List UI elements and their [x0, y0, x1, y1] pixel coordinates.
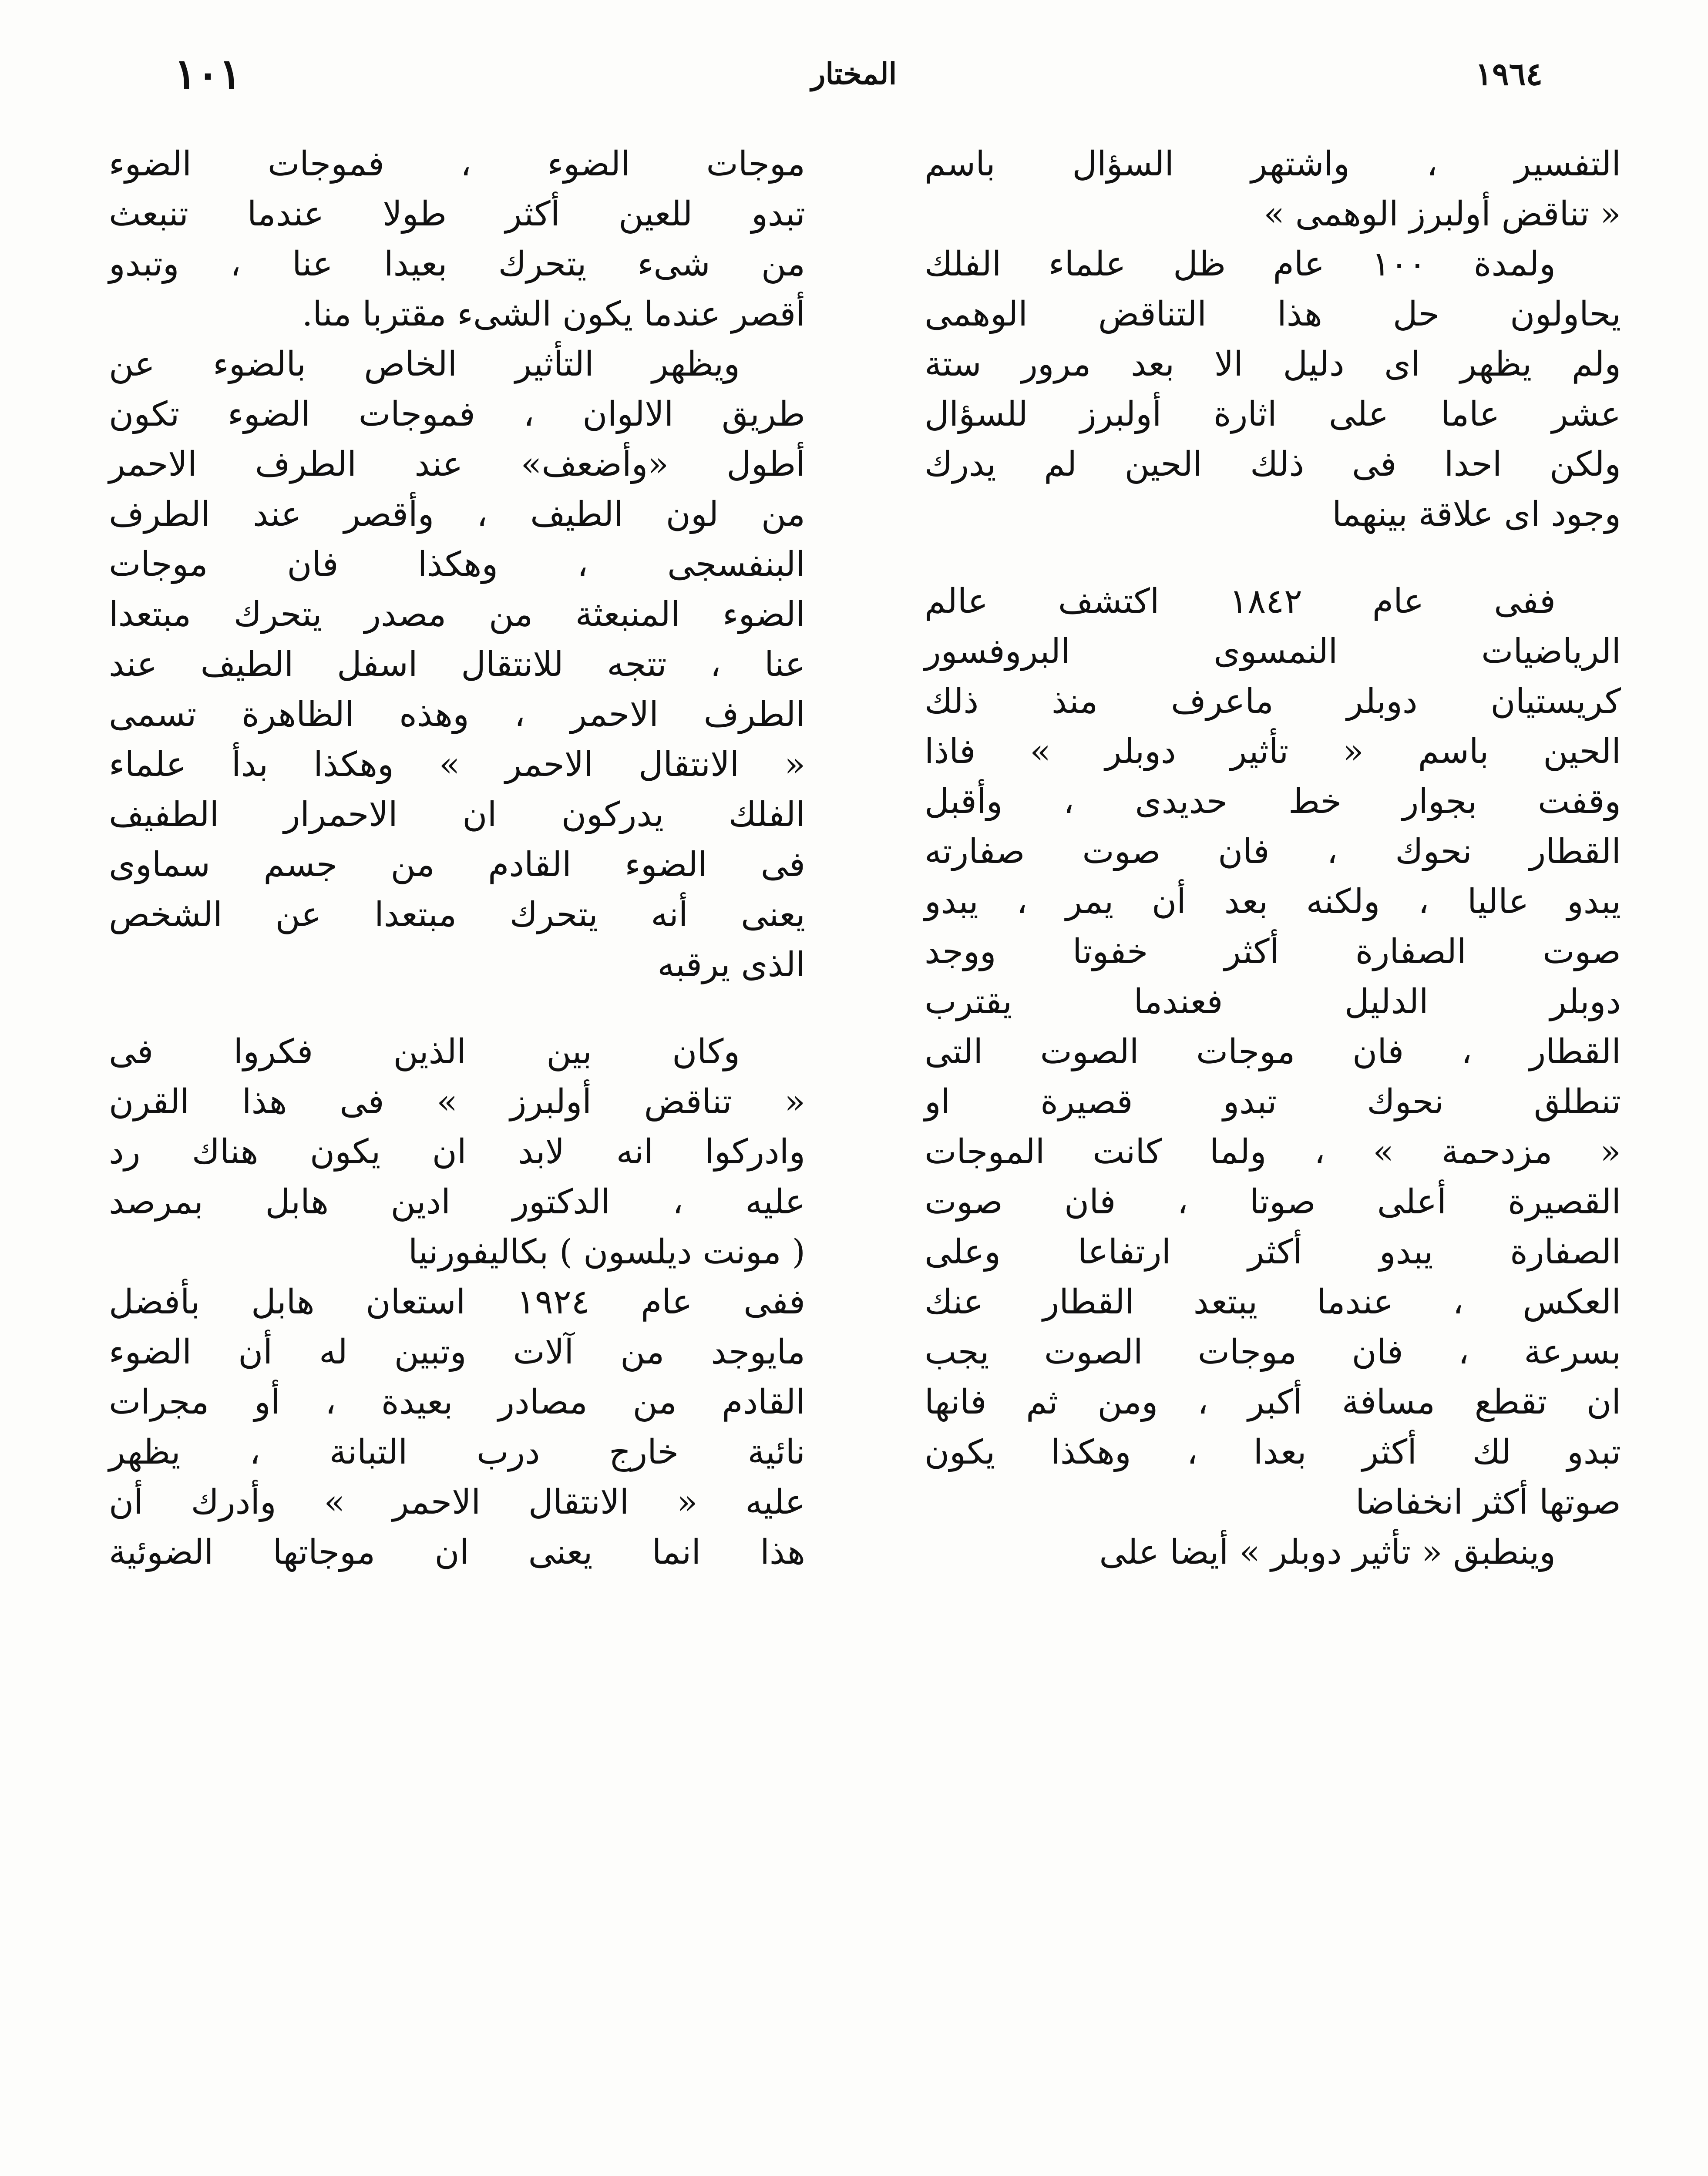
text-line: عليه ، الدكتور ادين هابل بمرصد	[109, 1182, 805, 1222]
text-line: القطار نحوك ، فان صوت صفارته	[925, 832, 1621, 871]
text-line: يحاولون حل هذا التناقض الوهمى	[925, 295, 1621, 334]
text-line: كريستيان دوبلر ماعرف منذ ذلك	[925, 682, 1621, 721]
text-line: ففى عام ١٨٤٢ اكتشف عالم	[925, 582, 1556, 621]
page-number: ١٠١	[174, 49, 242, 98]
text-line: بسرعة ، فان موجات الصوت يجب	[925, 1333, 1621, 1372]
text-line: هذا انما يعنى ان موجاتها الضوئية	[109, 1533, 805, 1572]
text-line: دوبلر الدليل فعندما يقترب	[925, 982, 1621, 1021]
text-line: ففى عام ١٩٢٤ استعان هابل بأفضل	[109, 1283, 805, 1322]
paragraph-gap	[109, 990, 805, 1027]
right-column	[925, 139, 1621, 1578]
text-line: القطار ، فان موجات الصوت التى	[925, 1032, 1621, 1071]
text-line: القادم من مصادر بعيدة ، أو مجرات	[109, 1383, 805, 1422]
text-line: فى الضوء القادم من جسم سماوى	[109, 845, 805, 884]
text-line: عنا ، تتجه للانتقال اسفل الطيف عند	[109, 645, 805, 684]
text-line: أقصر عندما يكون الشىء مقتربا منا.	[302, 295, 805, 334]
text-line: يبدو عاليا ، ولكنه بعد أن يمر ، يبدو	[925, 882, 1621, 921]
issue-year: ١٩٦٤	[1475, 55, 1543, 92]
text-line: صوتها أكثر انخفاضا	[1355, 1483, 1621, 1522]
text-line: ولمدة ١٠٠ عام ظل علماء الفلك	[925, 245, 1556, 284]
text-line: « تناقض أولبرز » فى هذا القرن	[109, 1082, 805, 1122]
text-line: أطول «وأضعف» عند الطرف الاحمر	[109, 445, 805, 484]
text-line: عشر عاما على اثارة أولبرز للسؤال	[925, 395, 1621, 434]
text-line: تبدو لك أكثر بعدا ، وهكذا يكون	[925, 1433, 1621, 1472]
text-line: طريق الالوان ، فموجات الضوء تكون	[109, 395, 805, 434]
text-line: ان تقطع مسافة أكبر ، ومن ثم فانها	[925, 1383, 1621, 1422]
text-line: « الانتقال الاحمر » وهكذا بدأ علماء	[109, 745, 805, 784]
text-line: « تناقض أولبرز الوهمى »	[1264, 195, 1621, 234]
text-line: البنفسجى ، وهكذا فان موجات	[109, 545, 805, 584]
text-line: الحين باسم « تأثير دوبلر » فاذا	[925, 732, 1621, 771]
text-line: العكس ، عندما يبتعد القطار عنك	[925, 1283, 1621, 1322]
running-title: المختار	[811, 57, 897, 91]
text-line: تبدو للعين أكثر طولا عندما تنبعث	[109, 195, 805, 234]
text-line: القصيرة أعلى صوتا ، فان صوت	[925, 1182, 1621, 1222]
text-line: وادركوا انه لابد ان يكون هناك رد	[109, 1132, 805, 1172]
text-line: الضوء المنبعثة من مصدر يتحرك مبتعدا	[109, 595, 805, 634]
text-line: تنطلق نحوك تبدو قصيرة او	[925, 1082, 1621, 1122]
text-line: الفلك يدركون ان الاحمرار الطفيف	[109, 795, 805, 834]
text-line: ولم يظهر اى دليل الا بعد مرور ستة	[925, 345, 1621, 384]
left-column	[109, 139, 805, 1578]
text-line: موجات الضوء ، فموجات الضوء	[109, 144, 805, 184]
text-line: ( مونت ديلسون ) بكاليفورنيا	[408, 1232, 805, 1272]
text-line: من شىء يتحرك بعيدا عنا ، وتبدو	[109, 245, 805, 284]
text-line: الذى يرقبه	[657, 945, 805, 984]
text-line: وقفت بجوار خط حديدى ، وأقبل	[925, 782, 1621, 821]
text-line: وجود اى علاقة بينهما	[1332, 495, 1621, 534]
text-line: ويظهر التأثير الخاص بالضوء عن	[109, 345, 740, 384]
text-line: صوت الصفارة أكثر خفوتا ووجد	[925, 932, 1621, 971]
text-line: الطرف الاحمر ، وهذه الظاهرة تسمى	[109, 695, 805, 734]
paragraph-gap	[925, 540, 1621, 577]
text-line: الصفارة يبدو أكثر ارتفاعا وعلى	[925, 1232, 1621, 1272]
text-line: ولكن احدا فى ذلك الحين لم يدرك	[925, 445, 1621, 484]
text-line: الرياضيات النمسوى البروفسور	[925, 632, 1621, 671]
text-line: عليه « الانتقال الاحمر » وأدرك أن	[109, 1483, 805, 1522]
page-header	[113, 41, 1595, 107]
text-line: من لون الطيف ، وأقصر عند الطرف	[109, 495, 805, 534]
text-line: وكان بين الذين فكروا فى	[109, 1032, 740, 1071]
text-line: التفسير ، واشتهر السؤال باسم	[925, 144, 1621, 184]
text-line: يعنى أنه يتحرك مبتعدا عن الشخص	[109, 895, 805, 934]
text-line: وينطبق « تأثير دوبلر » أيضا على	[1099, 1533, 1556, 1572]
text-line: نائية خارج درب التبانة ، يظهر	[109, 1433, 805, 1472]
text-line: مايوجد من آلات وتبين له أن الضوء	[109, 1333, 805, 1372]
text-line: « مزدحمة » ، ولما كانت الموجات	[925, 1132, 1621, 1172]
